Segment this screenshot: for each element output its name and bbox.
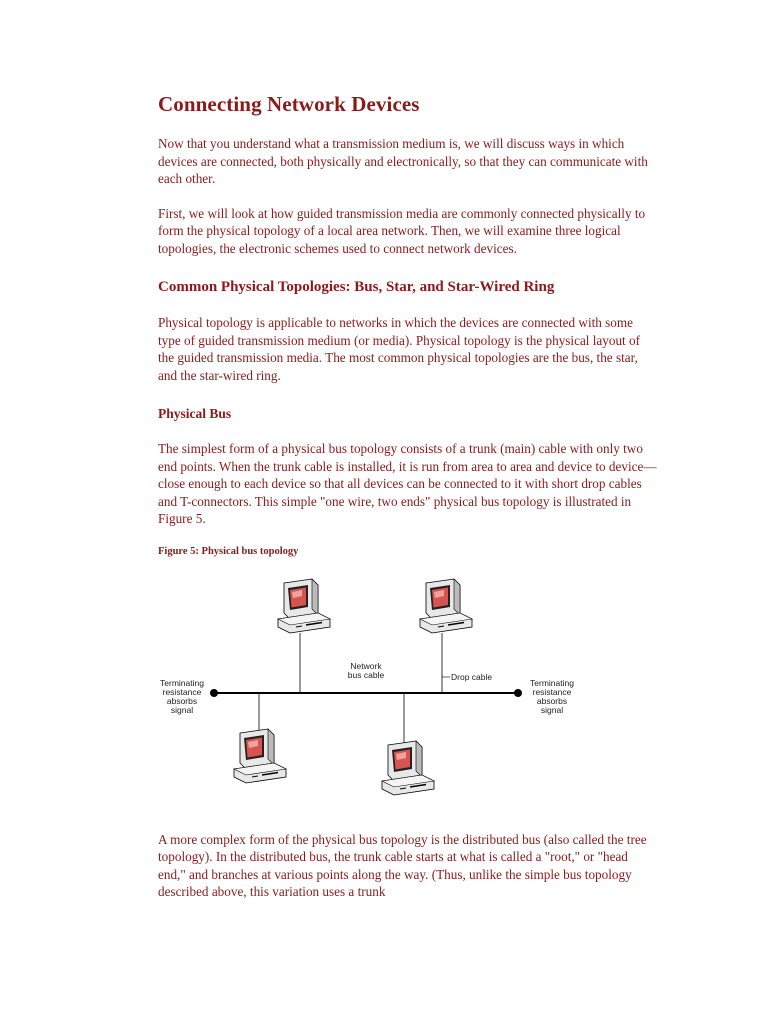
left-terminator bbox=[210, 689, 218, 697]
right-terminator-label-line-4: signal bbox=[540, 704, 564, 715]
bus-cable-label-line-1: Network bbox=[350, 660, 382, 671]
right-terminator-label bbox=[530, 678, 574, 715]
right-terminator bbox=[514, 689, 522, 697]
page-title: Connecting Network Devices bbox=[158, 92, 420, 116]
computers-group bbox=[234, 579, 472, 795]
closing-paragraph: A more complex form of the physical bus topology is the distributed bus (also called the tree topology). In the distributed bus, the trunk cable starts at what is called a "root," or "head end," and branches at various points along the way. (Thus, unlike the simple bus topology described above, this variation uses a trunk bbox=[158, 831, 647, 899]
left-terminator-label-line-1: Terminating bbox=[160, 677, 204, 688]
bus-cable-label-line-2: bus cable bbox=[347, 669, 385, 680]
right-terminator-label-line-2: resistance bbox=[532, 686, 572, 697]
subsection-heading: Physical Bus bbox=[158, 406, 232, 421]
section-heading: Common Physical Topologies: Bus, Star, and Star-Wired Ring bbox=[158, 279, 555, 295]
document-content bbox=[158, 92, 658, 918]
left-terminator-label-line-2: resistance bbox=[162, 686, 202, 697]
subsection-paragraph: The simplest form of a physical bus topology consists of a trunk (main) cable with only two end points. When the trunk cable is installed, it is run from area to area and device to device—close enough to each device so that all devices can be connected to it with short drop cables and T-connectors. This simple "one wire, two ends" physical bus topology is illustrated in Figure 5. bbox=[158, 441, 657, 526]
left-terminator-label bbox=[160, 678, 204, 715]
bus-topology-diagram bbox=[154, 567, 594, 817]
computer-icon bbox=[278, 579, 330, 633]
drop-cable-label: Drop cable bbox=[451, 671, 493, 682]
right-terminator-label-line-3: absorbs bbox=[536, 695, 568, 706]
right-terminator-label-line-1: Terminating bbox=[530, 677, 574, 688]
computer-icon bbox=[420, 579, 472, 633]
left-terminator-label-line-3: absorbs bbox=[166, 695, 198, 706]
left-terminator-label-line-4: signal bbox=[170, 704, 194, 715]
bus-topology-figure bbox=[154, 567, 594, 817]
computer-icon bbox=[234, 729, 286, 783]
section-paragraph: Physical topology is applicable to networks in which the devices are connected with some type of guided transmission medium (or media). Physical topology is the physical layout of the guided transmission media. The most common physical topologies are the bus, the star, and the star-wired ring. bbox=[158, 315, 641, 383]
intro-paragraph-2: First, we will look at how guided transmission media are commonly connected physically to form the physical topology of a local area network. Then, we will examine three logical topologies, the electronic schemes used to connect network devices. bbox=[158, 205, 646, 256]
figure-caption: Figure 5: Physical bus topology bbox=[158, 545, 299, 557]
intro-paragraph-1: Now that you understand what a transmission medium is, we will discuss ways in which devices are connected, both physically and electronically, so that they can communicate with each other. bbox=[158, 136, 648, 186]
computer-icon bbox=[382, 741, 434, 795]
